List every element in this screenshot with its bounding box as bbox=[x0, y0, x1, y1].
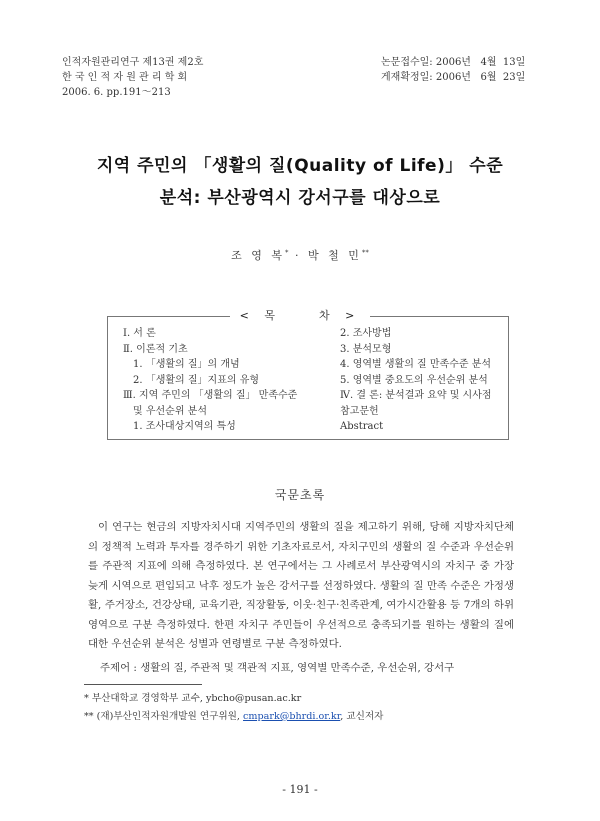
received-date: 2006년 4월 13일 bbox=[435, 57, 526, 68]
issue-pages: 2006. 6. pp.191～213 bbox=[62, 87, 171, 98]
footnote-divider bbox=[84, 684, 202, 685]
received-row bbox=[381, 55, 525, 70]
author-line bbox=[0, 247, 600, 263]
toc-item: 5. 영역별 중요도의 우선순위 분석 bbox=[340, 374, 488, 386]
toc-item: 및 우선순위 분석 bbox=[133, 405, 207, 417]
toc-item: 참고문헌 bbox=[340, 405, 379, 417]
toc-item: Ⅲ. 지역 주민의 「생활의 질」 만족수준 bbox=[123, 390, 298, 401]
accepted-label: 게재확정일: bbox=[381, 72, 433, 83]
author-separator: · bbox=[295, 249, 302, 262]
society-name: 한 국 인 적 자 원 관 리 학 회 bbox=[62, 72, 188, 83]
toc-item: Abstract bbox=[340, 421, 384, 432]
author-1-mark: * bbox=[285, 248, 289, 257]
author-2: 박 철 민 bbox=[308, 249, 362, 262]
abstract-heading: 국문초록 bbox=[274, 488, 326, 502]
keywords: 주제어 : 생활의 질, 주관적 및 객관적 지표, 영역별 만족수준, 우선순위, 강서구 bbox=[100, 662, 455, 674]
toc-item: Ⅰ. 서 론 bbox=[123, 328, 156, 339]
received-label: 논문접수일: bbox=[381, 57, 433, 68]
page-number: - 191 - bbox=[282, 783, 318, 796]
paper-title-line2: 분석: 부산광역시 강서구를 대상으로 bbox=[159, 188, 441, 208]
toc-item: 4. 영역별 생활의 질 만족수준 분석 bbox=[340, 359, 492, 370]
accepted-date: 2006년 6월 23일 bbox=[435, 72, 526, 83]
journal-info bbox=[62, 55, 203, 100]
toc-item: Ⅱ. 이론적 기초 bbox=[123, 343, 188, 355]
author-1: 조 영 복 bbox=[231, 249, 285, 262]
accepted-row bbox=[381, 70, 525, 85]
submission-dates bbox=[381, 55, 525, 85]
footnote-2 bbox=[84, 708, 383, 722]
journal-name: 인적자원관리연구 제13권 제2호 bbox=[62, 57, 204, 68]
toc-left-column bbox=[123, 326, 297, 435]
abstract-body: 이 연구는 현금의 지방자치시대 지역주민의 생활의 질을 제고하기 위해, 당해 지방자치단체의 정책적 노력과 투자를 경주하기 위한 기초자료로서, 자치구민의 생활의 질 수준과 우선순위를 주관적 지표에 의해 측정하였다. 본 연구에서는 그 사례로서 부산광역시의 자치구 중 가장 늦게 시역으로 편입되고 낙후 정도가 높은 강서구를 선정하였다. 생활의 질 만족 수준은 가정생활, 주거장소, 건강상태, 교육기관, 직장활동, 이웃·친구·친족관계, 여가시간활용 등 7개의 하위 영역으로 구분 측정하였다. 한편 자치구 주민들이 우선적으로 충족되기를 원하는 생활의 질에 대한 우선순위 분석은 성별과 연령별로 구분 측정하였다. bbox=[88, 521, 514, 650]
footnote-2-suffix: , 교신저자 bbox=[340, 711, 384, 722]
toc-item: 2. 조사방법 bbox=[340, 328, 392, 339]
footnote-2-prefix: ** (재)부산인적자원개발원 연구위원, bbox=[84, 711, 244, 722]
toc-item: 1. 조사대상지역의 특성 bbox=[133, 421, 236, 432]
toc-heading: < 목 차 > bbox=[230, 309, 371, 322]
footnote-2-email-link[interactable]: cmpark@bhrdi.or.kr bbox=[243, 711, 341, 722]
author-2-mark: ** bbox=[361, 248, 369, 257]
toc-item: 3. 분석모형 bbox=[340, 343, 392, 355]
footnote-1: * 부산대학교 경영학부 교수, ybcho@pusan.ac.kr bbox=[84, 693, 302, 704]
toc-right-column bbox=[340, 326, 492, 435]
toc-item: 2. 「생활의 질」지표의 유형 bbox=[133, 374, 260, 386]
toc-item: 1. 「생활의 질」의 개념 bbox=[133, 359, 240, 370]
toc-item: Ⅳ. 결 론: 분석결과 요약 및 시사점 bbox=[340, 390, 492, 401]
paper-title-line1: 지역 주민의 「생활의 질(Quality of Life)」 수준 bbox=[96, 156, 504, 176]
toc-heading-wrap bbox=[0, 307, 600, 323]
